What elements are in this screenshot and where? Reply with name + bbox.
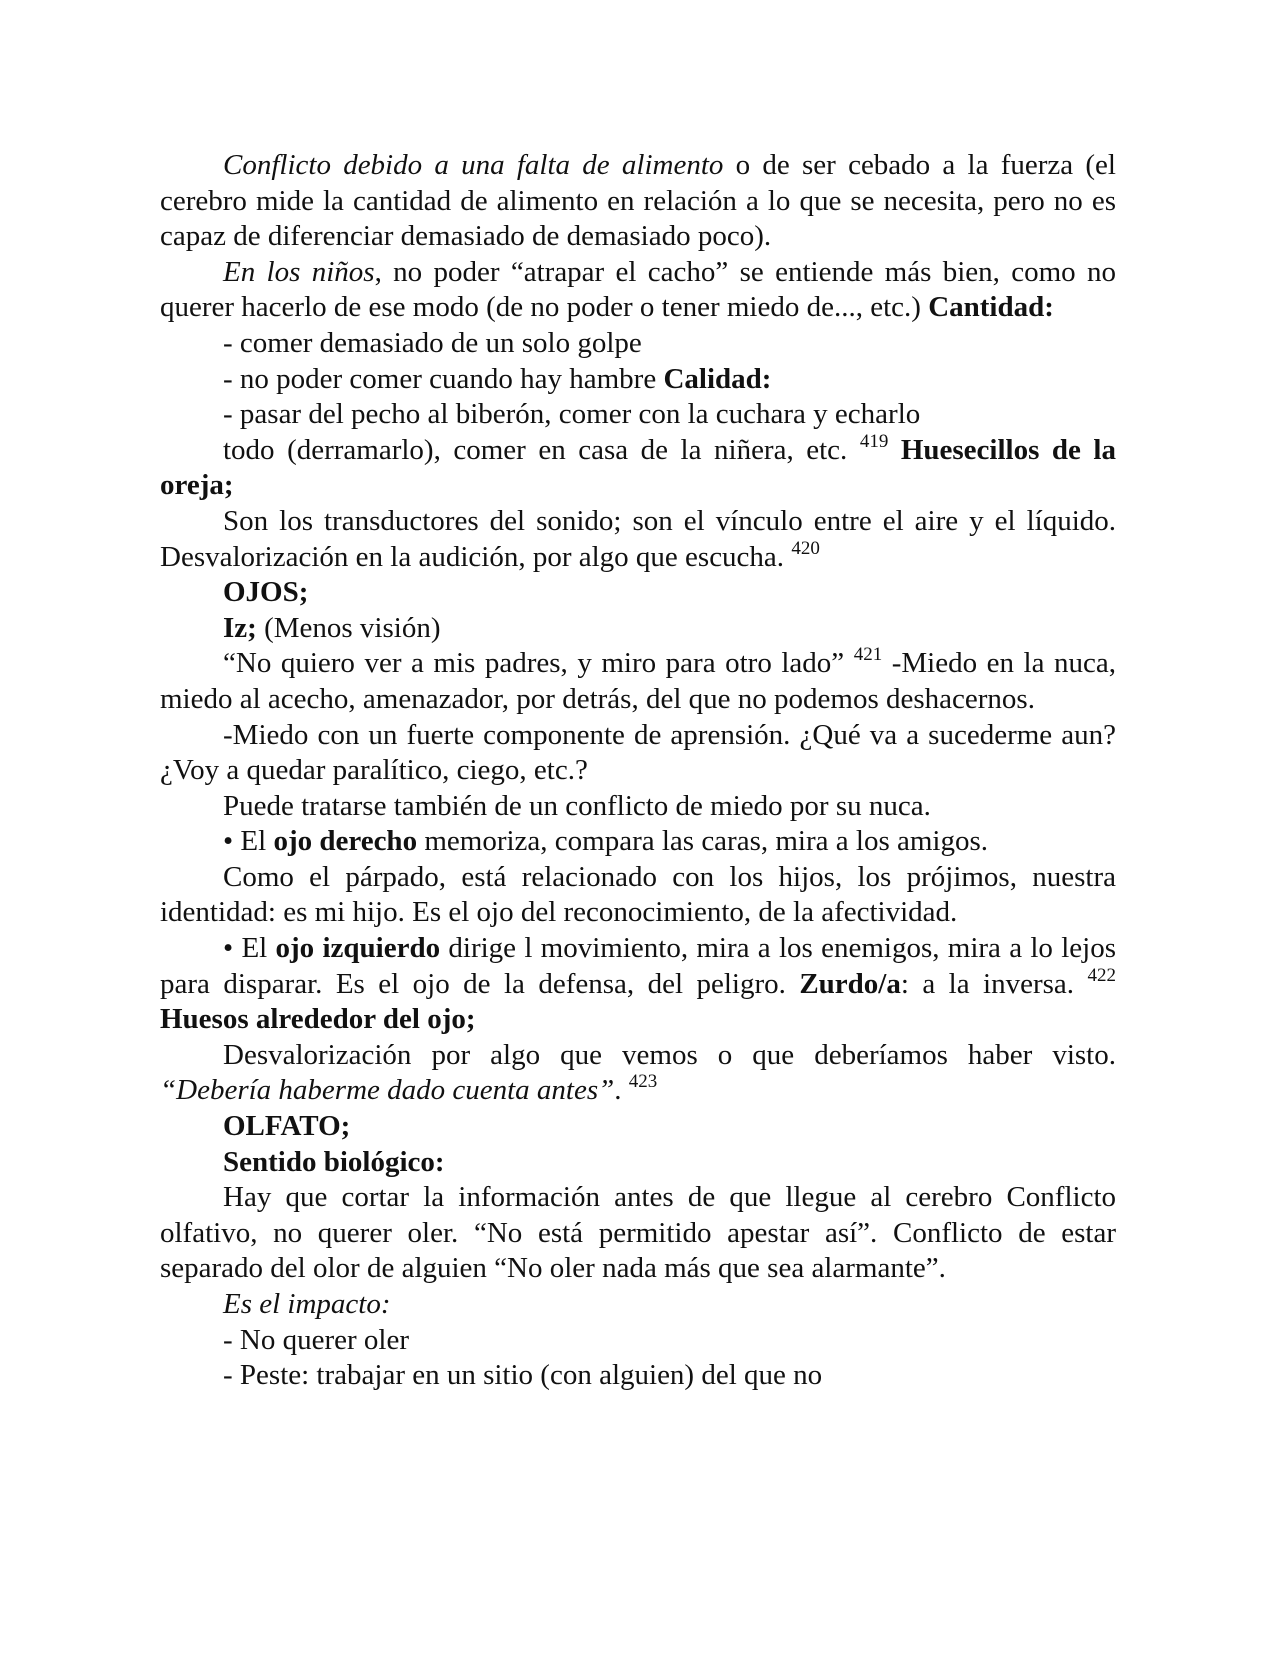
paragraph-calidad-cont (160, 430, 1116, 504)
heading-impacto-text: Es el impacto: (223, 1288, 391, 1320)
footnote-ref-423: 423 (628, 1071, 658, 1093)
heading-ojos (160, 575, 1116, 611)
heading-calidad: Calidad: (663, 362, 772, 395)
list-item-cantidad-1: - comer demasiado de un solo golpe (223, 326, 642, 359)
paragraph-text: -Miedo en la nuca, miedo al acecho, amenazador, por detrás, del que no podemos deshacernos. (160, 647, 1117, 715)
bullet-prefix: • El (223, 932, 276, 965)
list-item-impacto-2: - Peste: trabajar en un sitio (con alguien) del que no (223, 1359, 823, 1392)
paragraph-nuca: Puede tratarse también de un conflicto de miedo por su nuca. (223, 789, 931, 822)
heading-huesos: Huesos alrededor del ojo; (160, 1003, 476, 1036)
italic-lead: Conflicto debido a una falta de alimento (223, 149, 724, 181)
heading-sentido-text: Sentido biológico: (223, 1145, 445, 1178)
italic-quote: “Debería haberme dado cuenta antes” (160, 1074, 615, 1107)
term-ojo-derecho: ojo derecho (273, 825, 418, 858)
heading-sentido-biologico (160, 1145, 1116, 1181)
list-item-calidad-1: - pasar del pecho al biberón, comer con la cuchara y echarlo (223, 398, 921, 431)
heading-olfato (160, 1109, 1116, 1145)
paragraph-miedo: -Miedo con un fuerte componente de aprensión. ¿Qué va a sucederme aun? ¿Voy a quedar paralítico, ciego, etc.? (160, 718, 1116, 787)
line-izquierdo (160, 611, 1116, 647)
term-zurdo: Zurdo/a (799, 967, 901, 1000)
list-item-cantidad-2 (160, 362, 1116, 398)
footnote-ref-420: 420 (791, 537, 820, 559)
heading-olfato-text: OLFATO; (223, 1110, 351, 1143)
footnote-ref-419: 419 (859, 430, 889, 452)
quote-text: “No quiero ver a mis padres, y miro para otro lado” (223, 647, 854, 680)
paragraph-conflicto-alimento (160, 148, 1116, 255)
term-ojo-izquierdo: ojo izquierdo (275, 932, 441, 965)
paragraph-desvalorizacion (160, 1038, 1116, 1109)
paragraph-text: memoriza, compara las caras, mira a los amigos. (417, 825, 989, 858)
paragraph-ojo-derecho (160, 824, 1116, 860)
line-text: (Menos visión) (256, 611, 441, 644)
paragraph-quote-padres (160, 646, 1116, 717)
heading-ojos-text: OJOS; (223, 576, 309, 609)
list-item-impacto-1: - No querer oler (223, 1323, 409, 1356)
italic-lead: En los niños (223, 255, 375, 288)
paragraph-huesecillos (160, 504, 1116, 575)
paragraph-text: Son los transductores del sonido; son el vínculo entre el aire y el líquido. Desvalorización en la audición, por algo que escucha. (160, 504, 1116, 573)
paragraph-ninos (160, 255, 1116, 326)
heading-iz: Iz; (223, 611, 257, 644)
paragraph-ojo-izquierdo (160, 931, 1116, 1038)
heading-impacto (160, 1287, 1116, 1323)
paragraph-text: , no poder “atrapar el cacho” se entiende más bien, como no querer hacerlo de ese modo (de no poder o tener miedo de..., etc.) (160, 255, 1117, 324)
list-item-text: - no poder comer cuando hay hambre (223, 362, 664, 395)
paragraph-parpado: Como el párpado, está relacionado con los hijos, los prójimos, nuestra identidad: es mi hijo. Es el ojo del reconocimiento, de la afectividad. (160, 860, 1116, 929)
paragraph-text: dirige l movimiento, mira a los enemigos, mira a lo lejos para disparar. Es el ojo de la defensa, del peligro. (160, 932, 1116, 1000)
paragraph-text: todo (derramarlo), comer en casa de la niñera, etc. (223, 433, 860, 466)
footnote-ref-422: 422 (1087, 964, 1116, 986)
paragraph-text: : a la inversa. (900, 967, 1088, 1000)
paragraph-text: . (614, 1074, 629, 1107)
paragraph-text: Desvalorización por algo que vemos o que deberíamos haber visto. (223, 1038, 1116, 1071)
paragraph-text: o de ser cebado a la fuerza (el cerebro mide la cantidad de alimento en relación a lo que se necesita, pero no es capaz de diferenciar demasiado de demasiado poco). (160, 149, 1116, 253)
paragraph-olfato: Hay que cortar la información antes de que llegue al cerebro Conflicto olfativo, no querer oler. “No está permitido apestar así”. Conflicto de estar separado del olor de alguien “No oler nada más que sea alarmante”. (160, 1181, 1116, 1285)
page-body (160, 148, 1116, 1394)
footnote-ref-421: 421 (853, 644, 883, 666)
heading-cantidad: Cantidad: (928, 291, 1054, 324)
bullet-prefix: • El (223, 825, 274, 858)
heading-huesecillos: Huesecillos de la oreja; (160, 433, 1116, 502)
